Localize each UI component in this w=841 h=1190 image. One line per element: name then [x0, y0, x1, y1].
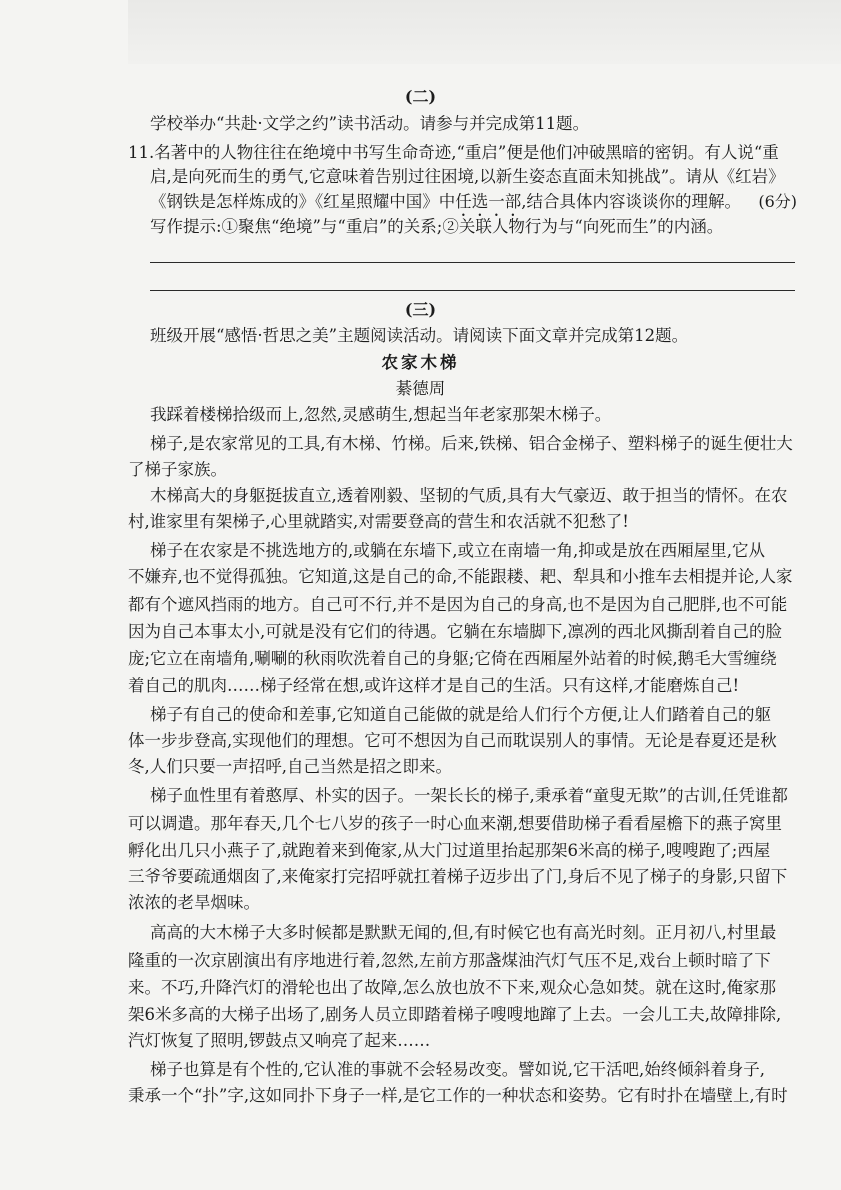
article-line: 木梯高大的身躯挺拔直立,透着刚毅、坚韧的气质,具有大气豪迈、敢于担当的情怀。在农 [150, 486, 788, 505]
article-line: 着自己的肌肉……梯子经常在想,或许这样才是自己的生活。只有这样,才能磨炼自己! [128, 676, 740, 695]
answer-line-2 [150, 290, 795, 291]
article-line: 梯子有自己的使命和差事,它知道自己能做的就是给人们行个方便,让人们踏着自己的躯 [150, 705, 771, 724]
article-line: 我踩着楼梯拾级而上,忽然,灵感萌生,想起当年老家那架木梯子。 [150, 405, 612, 424]
article-line: 梯子在农家是不挑选地方的,或躺在东墙下,或立在南墙一角,抑或是放在西厢屋里,它从 [150, 541, 765, 560]
article-line: 来。不巧,升降汽灯的滑轮也出了故障,怎么放也放不下来,观众心急如焚。就在这时,俺家那 [128, 978, 776, 997]
article-line: 了梯子家族。 [128, 460, 227, 479]
section-3-header: (三) [404, 300, 437, 319]
article-line: 村,谁家里有架梯子,心里就踏实,对需要登高的营生和农活就不犯愁了! [128, 512, 629, 531]
article-line: 架6米多高的大梯子出场了,剧务人员立即踏着梯子嗖嗖地蹿了上去。一会儿工夫,故障排除, [128, 1005, 782, 1024]
article-line: 都有个遮风挡雨的地方。自己可不行,并不是因为自己的身高,也不是因为自己肥胖,也不可能 [128, 595, 788, 614]
answer-line-1 [150, 262, 795, 263]
article-line: 体一步步登高,实现他们的理想。它可不想因为自己而耽误别人的事情。无论是春夏还是秋 [128, 731, 777, 750]
article-line: 浓浓的老旱烟味。 [128, 893, 260, 912]
section-2-header: (二) [404, 87, 437, 106]
article-line: 隆重的一次京剧演出有序地进行着,忽然,左前方那盏煤油汽灯气压不足,戏台上顿时暗了下 [128, 951, 771, 970]
article-line: 孵化出几只小燕子了,就跑着来到俺家,从大门过道里抬起那架6米高的梯子,嗖嗖跑了;西屋 [128, 841, 771, 860]
section-2-intro: 学校举办“共赴·文学之约”读书活动。请参与并完成第11题。 [150, 114, 590, 133]
q11-line-3-a: 《钢铁是怎样炼成的》《红星照耀中国》中 [150, 192, 456, 211]
article-line: 三爷爷要疏通烟囱了,来俺家打完招呼就扛着梯子迈步出了门,身后不见了梯子的身影,只留下 [128, 867, 788, 886]
section-3-intro: 班级开展“感悟·哲思之美”主题阅读活动。请阅读下面文章并完成第12题。 [150, 326, 689, 345]
article-author: 綦德周 [395, 379, 446, 398]
q11-line-2: 启,是向死而生的勇气,它意味着告别过往困境,以新生姿态直面未知挑战”。请从《红岩》 [150, 167, 785, 186]
article-line: 梯子也算是有个性的,它认准的事就不会轻易改变。譬如说,它干活吧,始终倾斜着身子, [150, 1060, 765, 1079]
q11-score: (6分) [758, 192, 797, 211]
article-line: 汽灯恢复了照明,锣鼓点又响亮了起来…… [128, 1031, 431, 1050]
scan-top-band [128, 0, 841, 64]
q11-writing-tip: 写作提示:①聚焦“绝境”与“重启”的关系;②关联人物行为与“向死而生”的内涵。 [150, 217, 724, 236]
article-line: 高高的大木梯子大多时候都是默默无闻的,但,有时候它也有高光时刻。正月初八,村里最 [150, 923, 777, 942]
article-line: 庞;它立在南墙角,唰唰的秋雨吹洗着自己的身躯;它倚在西厢屋外站着的时候,鹅毛大雪缠绕 [128, 649, 777, 668]
article-line: 可以调遣。那年春天,几个七八岁的孩子一时心血来潮,想要借助梯子看看屋檐下的燕子窝里 [128, 814, 782, 833]
q11-emphasis: 任选一部 [455, 192, 522, 211]
article-title: 农家木梯 [381, 353, 460, 372]
article-line: 不嫌弃,也不觉得孤独。它知道,这是自己的命,不能跟耧、耙、犁具和小推车去相提并论,人家 [128, 567, 793, 586]
article-line: 梯子血性里有着憨厚、朴实的因子。一架长长的梯子,秉承着“童叟无欺”的古训,任凭谁都 [150, 786, 788, 805]
article-line: 冬,人们只要一声招呼,自己当然是招之即来。 [128, 757, 452, 776]
article-line: 秉承一个“扑”字,这如同扑下身子一样,是它工作的一种状态和姿势。它有时扑在墙壁上,有时 [128, 1086, 788, 1105]
article-line: 因为自己本事太小,可就是没有它们的待遇。它躺在东墙脚下,凛冽的西北风撕刮着自己的脸 [128, 622, 782, 641]
q11-line-1: 11.名著中的人物往往在绝境中书写生命奇迹,“重启”便是他们冲破黑暗的密钥。有人说“重 [128, 143, 779, 162]
article-line: 梯子,是农家常见的工具,有木梯、竹梯。后来,铁梯、铝合金梯子、塑料梯子的诞生便壮大 [150, 434, 793, 453]
q11-line-3-b: ,结合具体内容谈谈你的理解。 [521, 192, 741, 211]
